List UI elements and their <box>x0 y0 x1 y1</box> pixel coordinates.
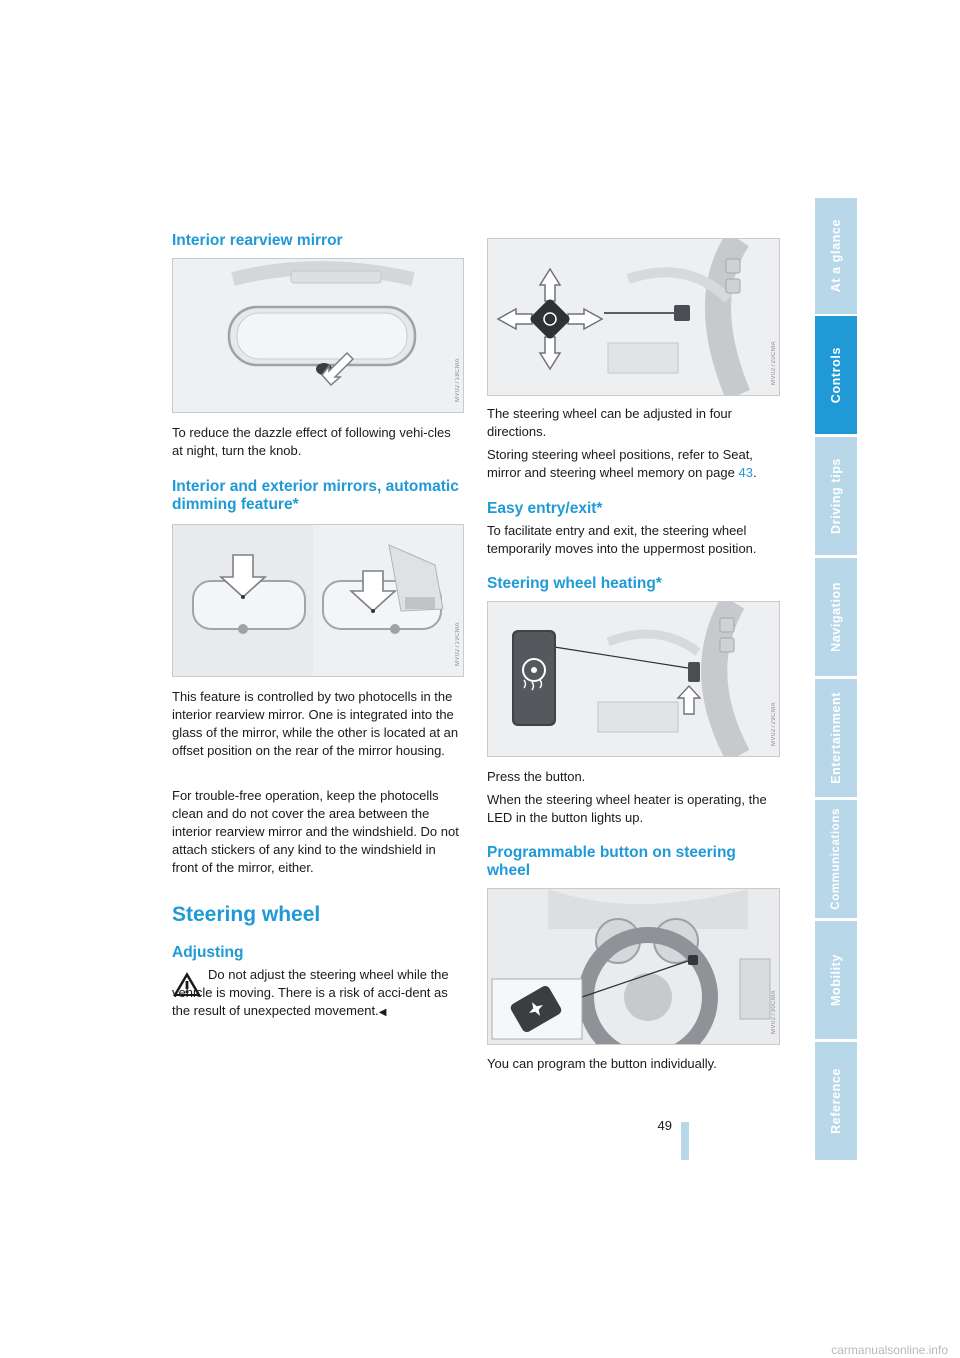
programmable-illustration <box>488 889 779 1044</box>
dimming-text-2: For trouble-free operation, keep the photocells clean and do not cover the area between the interior rearview mirror and the windshield. Do not attach stickers of any kind to the windshield in front of the mirror, either. <box>172 788 459 875</box>
easy-entry-heading: Easy entry/exit* <box>487 500 603 517</box>
easy-entry-text: To facilitate entry and exit, the steering wheel temporarily moves into the uppermost position. <box>487 523 757 556</box>
programmable-text: You can program the button individually. <box>487 1056 717 1071</box>
mirror-heading: Interior rearview mirror <box>172 232 343 249</box>
page-link[interactable]: 43 <box>738 465 753 480</box>
heating-heading: Steering wheel heating* <box>487 575 662 592</box>
rearview-mirror-illustration <box>173 259 463 412</box>
programmable-heading: Programmable button on steering wheel <box>487 844 736 879</box>
storing-end: . <box>752 465 757 480</box>
storing-text-paragraph <box>487 446 780 482</box>
heating-text-1: Press the button. <box>487 769 586 784</box>
tab-label: Controls <box>829 346 843 404</box>
tab-label: Mobility <box>829 953 843 1007</box>
dimming-heading: Interior and exterior mirrors, automatic dimming feature* <box>172 478 459 513</box>
page-number-bar <box>681 1122 689 1160</box>
mirror-text: To reduce the dazzle effect of following vehi-cles at night, turn the knob. <box>172 425 451 458</box>
tab-label: At a glance <box>829 219 843 293</box>
end-mark: ◀ <box>378 1007 387 1018</box>
warning-paragraph <box>172 966 464 1022</box>
dimming-mirror-figure <box>172 524 464 677</box>
dimming-mirror-illustration <box>173 525 463 676</box>
tab-communications[interactable] <box>815 800 857 918</box>
tab-at-a-glance[interactable] <box>815 198 857 314</box>
dimming-text-1: This feature is controlled by two photocells in the interior rearview mirror. One is integrated into the glass of the mirror, while the other is located at an offset position on the rear of the mirror housing. <box>172 689 459 758</box>
tab-label: Communications <box>830 808 842 910</box>
tab-label: Navigation <box>829 582 843 652</box>
tab-navigation[interactable] <box>815 558 857 676</box>
page-number: 49 <box>657 1118 672 1133</box>
heating-text-2: When the steering wheel heater is operating, the LED in the button lights up. <box>487 792 767 825</box>
heating-figure <box>487 601 780 757</box>
tab-reference[interactable] <box>815 1042 857 1160</box>
rearview-mirror-figure <box>172 258 464 413</box>
storing-text: Storing steering wheel positions, refer to Seat, mirror and steering wheel memory on page <box>487 447 753 480</box>
tab-driving-tips[interactable] <box>815 437 857 555</box>
warning-text: Do not adjust the steering wheel while the vehicle is moving. There is a risk of acci-dent as the result of unexpected movement. <box>172 967 449 1018</box>
tab-label: Driving tips <box>829 458 843 534</box>
figure-code: MV02729CMA <box>771 701 777 746</box>
watermark-text: carmanualsonline.info <box>831 1343 948 1357</box>
adjust-text: The steering wheel can be adjusted in four directions. <box>487 406 732 439</box>
tab-mobility[interactable] <box>815 921 857 1039</box>
figure-code: MV02730CMA <box>771 989 777 1034</box>
steering-wheel-heading: Steering wheel <box>172 903 321 926</box>
figure-code: MV02719CMA <box>455 621 461 666</box>
tab-entertainment[interactable] <box>815 679 857 797</box>
figure-code: MV02720CMA <box>771 340 777 385</box>
tab-label: Entertainment <box>829 692 843 784</box>
programmable-figure <box>487 888 780 1045</box>
tab-controls[interactable] <box>815 316 857 434</box>
steering-adjust-figure <box>487 238 780 396</box>
steering-adjust-illustration <box>488 239 779 395</box>
heating-illustration <box>488 602 779 756</box>
figure-code: MV02718CMA <box>455 357 461 402</box>
tab-label: Reference <box>829 1068 843 1134</box>
watermark <box>0 1343 960 1357</box>
adjusting-heading: Adjusting <box>172 944 244 961</box>
warning-block <box>172 966 464 1022</box>
